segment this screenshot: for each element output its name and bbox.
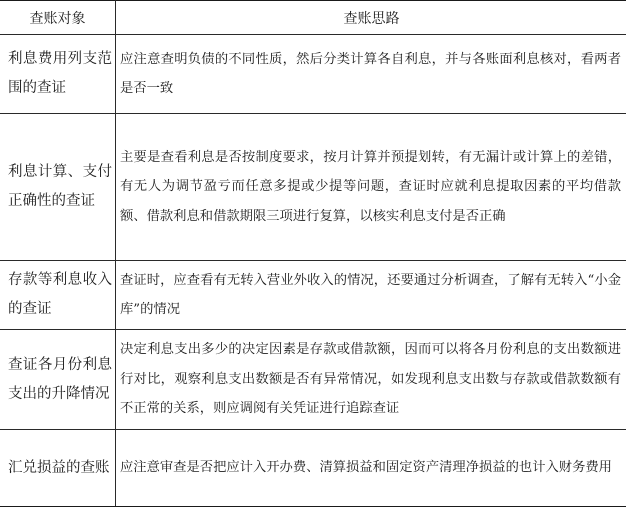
- row-object: 汇兑损益的查账: [0, 430, 116, 507]
- row-object: 存款等利息收入的查证: [0, 261, 116, 330]
- row-object: 利息计算、支付正确性的查证: [0, 114, 116, 261]
- row-approach: 决定利息支出多少的决定因素是存款或借款额，因而可以将各月份利息的支出数额进行对比，观察利息支出数额是否有异常情况，如发现利息支出数与存款或借款数额有不正常的关系，则应调阅有关凭证进行追踪查证: [116, 330, 626, 430]
- table-row: [0, 114, 626, 261]
- row-object: 利息费用列支范围的查证: [0, 35, 116, 114]
- table-row: [0, 261, 626, 330]
- table-row: [0, 430, 626, 507]
- table-row: [0, 330, 626, 430]
- table-row: [0, 35, 626, 114]
- header-approach: 查账思路: [116, 1, 626, 35]
- row-approach: 主要是查看利息是否按制度要求，按月计算并预提划转，有无漏计或计算上的差错，有无人为调节盈亏而任意多提或少提等问题，查证时应就利息提取因素的平均借款额、借款利息和借款期限三项进行复算，以核实利息支付是否正确: [116, 114, 626, 261]
- header-object: 查账对象: [0, 1, 116, 35]
- row-object: 查证各月份利息支出的升降情况: [0, 330, 116, 430]
- row-approach: 查证时，应查看有无转入营业外收入的情况，还要通过分析调查，了解有无转入“小金库”的情况: [116, 261, 626, 330]
- table-header-row: [0, 1, 626, 35]
- row-approach: 应注意查明负债的不同性质，然后分类计算各自利息，并与各账面利息核对，看两者是否一致: [116, 35, 626, 114]
- row-approach: 应注意审查是否把应计入开办费、清算损益和固定资产清理净损益的也计入财务费用: [116, 430, 626, 507]
